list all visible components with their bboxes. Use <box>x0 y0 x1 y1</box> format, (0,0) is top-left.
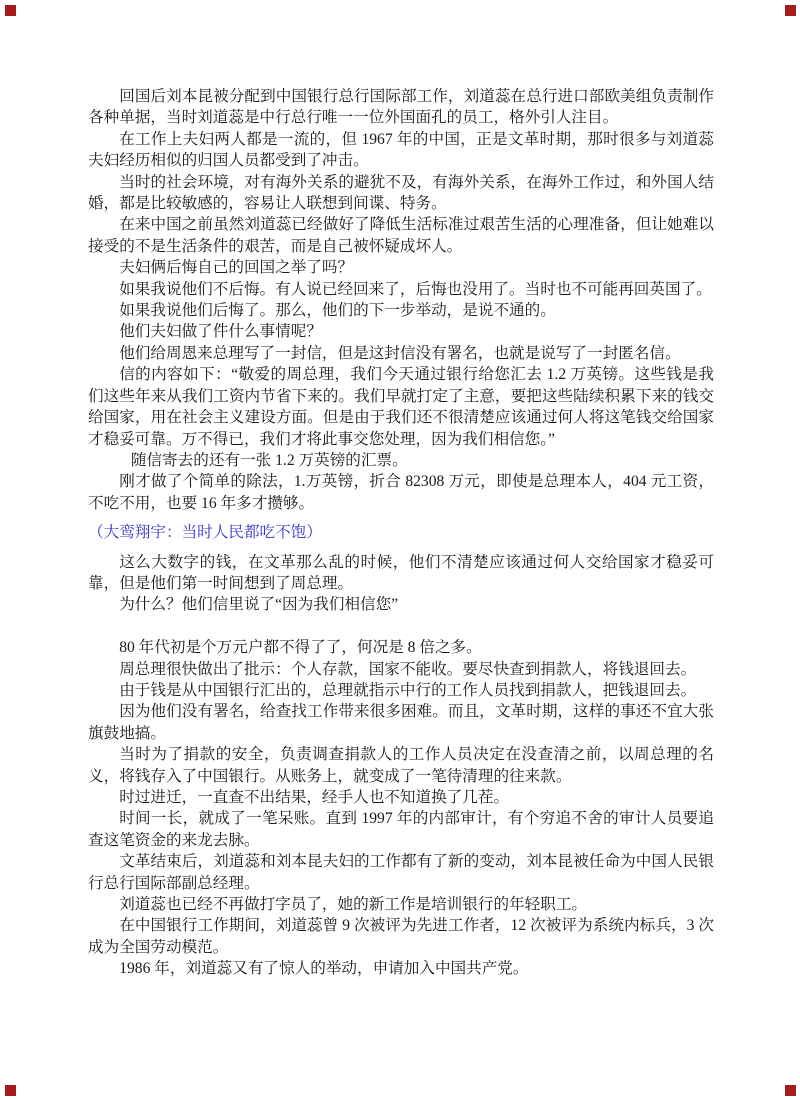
paragraph: 夫妇俩后悔自己的回国之举了吗？ <box>119 259 354 277</box>
paragraph: 回国后刘本昆被分配到中国银行总行国际部工作，刘道蕊在总行进口部欧美组负责制作各种单据，当时刘道蕊是中行总行唯一一位外国面孔的员工，格外引人注目。 <box>88 88 714 127</box>
paragraph: 为什么？他们信里说了“因为我们相信您” <box>119 596 399 614</box>
corner-marker-bottom-left <box>5 1085 16 1096</box>
paragraph: 他们给周恩来总理写了一封信，但是这封信没有署名，也就是说写了一封匿名信。 <box>119 344 681 362</box>
paragraph: 如果我说他们不后悔。有人说已经回来了，后悔也没用了。当时也不可能再回英国了。 <box>119 280 712 298</box>
corner-marker-bottom-right <box>785 1085 796 1096</box>
corner-marker-top-left <box>5 5 16 16</box>
paragraph: 1986 年，刘道蕊又有了惊人的举动，申请加入中国共产党。 <box>119 960 529 978</box>
paragraph: 信的内容如下：“敬爱的周总理，我们今天通过银行给您汇去 1.2 万英镑。这些钱是我们这些年来从我们工资内节省下来的。我们早就打定了主意，要把这些陆续积累下来的钱交给国家，用在社会主义建设方面。但是由于我们还不很清楚应该通过何人将这笔钱交给国家才稳妥可靠。万不得已，我们才将此事交您处理，因为我们相信您。” <box>88 366 714 448</box>
paragraph: 周总理很快做出了批示：个人存款，国家不能收。要尽快查到捐款人，将钱退回去。 <box>119 660 697 678</box>
paragraph: 他们夫妇做了件什么事情呢？ <box>119 323 322 341</box>
paragraph: 由于钱是从中国银行汇出的，总理就指示中行的工作人员找到捐款人，把钱退回去。 <box>119 681 697 699</box>
blank-line <box>88 616 714 637</box>
paragraph: 刚才做了个简单的除法，1.万英镑，折合 82308 万元，即使是总理本人，404 元工资，不吃不用，也要 16 年多才攒够。 <box>88 473 714 512</box>
annotation-line: （大鸾翔宇：当时人民都吃不饱） <box>88 524 322 542</box>
paragraph: 刘道蕊也已经不再做打字员了，她的新工作是培训银行的年轻职工。 <box>119 896 588 914</box>
paragraph: 在工作上夫妇两人都是一流的，但 1967 年的中国，正是文革时期，那时很多与刘道蕊夫妇经历相似的归国人员都受到了冲击。 <box>88 130 714 170</box>
document-body <box>88 86 714 980</box>
paragraph: 时过进迁，一直查不出结果，经手人也不知道换了几茬。 <box>119 788 510 806</box>
paragraph: 这么大数字的钱，在文革那么乱的时候，他们不清楚应该通过何人交给国家才稳妥可靠，但是他们第一时间想到了周总理。 <box>88 553 714 592</box>
paragraph: 文革结束后，刘道蕊和刘本昆夫妇的工作都有了新的变动，刘本昆被任命为中国人民银行总行国际部副总经理。 <box>88 853 714 892</box>
paragraph: 时间一长，就成了一笔呆账。直到 1997 年的内部审计，有个穷追不舍的审计人员要追查这笔资金的来龙去脉。 <box>88 810 714 849</box>
paragraph: 在中国银行工作期间，刘道蕊曾 9 次被评为先进工作者，12 次被评为系统内标兵，3 次成为全国劳动模范。 <box>88 917 714 956</box>
paragraph: 当时为了捐款的安全，负责调查捐款人的工作人员决定在没查清之前，以周总理的名义，将钱存入了中国银行。从账务上，就变成了一笔待清理的往来款。 <box>88 746 714 785</box>
corner-marker-top-right <box>785 5 796 16</box>
paragraph: 因为他们没有署名，给查找工作带来很多困难。而且，文革时期，这样的事还不宜大张旗鼓地搞。 <box>88 703 714 742</box>
paragraph: 80 年代初是个万元户都不得了了，何况是 8 倍之多。 <box>119 639 482 657</box>
paragraph: 随信寄去的还有一张 1.2 万英镑的汇票。 <box>130 451 408 469</box>
paragraph: 在来中国之前虽然刘道蕊已经做好了降低生活标准过艰苦生活的心理准备，但让她难以接受的不是生活条件的艰苦，而是自己被怀疑成坏人。 <box>88 216 714 255</box>
paragraph: 如果我说他们后悔了。那么，他们的下一步举动，是说不通的。 <box>119 302 556 320</box>
paragraph: 当时的社会环境，对有海外关系的避犹不及，有海外关系，在海外工作过，和外国人结婚，都是比较敏感的，容易让人联想到间谍、特务。 <box>88 173 714 213</box>
